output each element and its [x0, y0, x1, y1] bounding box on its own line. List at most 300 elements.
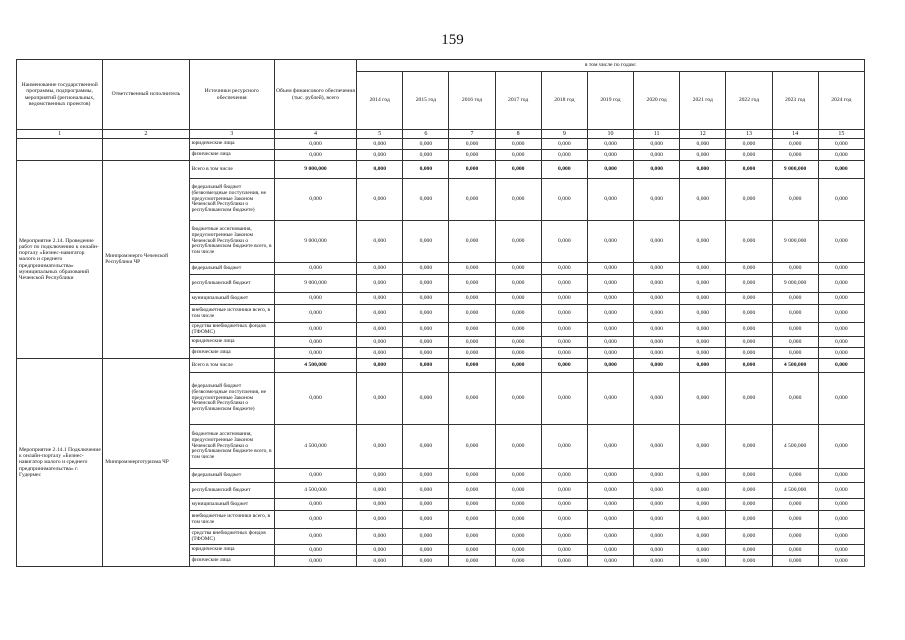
year-value: 0,000: [541, 499, 587, 511]
year-value: 0,000: [726, 511, 772, 529]
year-value: 0,000: [541, 425, 587, 469]
year-value: 0,000: [403, 275, 449, 293]
source-label: республиканский бюджет: [189, 275, 274, 293]
row-total-value: 9 000,000: [274, 161, 356, 179]
source-label: федеральный бюджет: [189, 263, 274, 275]
source-label: физические лица: [189, 150, 274, 161]
year-value: 0,000: [357, 150, 403, 161]
year-value: 0,000: [726, 293, 772, 305]
year-value: 0,000: [587, 305, 633, 323]
source-label: внебюджетные источники всего, в том числе: [189, 511, 274, 529]
year-value: 0,000: [587, 263, 633, 275]
year-value: 0,000: [357, 275, 403, 293]
year-value: 0,000: [541, 179, 587, 221]
year-value: 0,000: [403, 545, 449, 556]
year-value: 0,000: [680, 425, 726, 469]
year-value: 4 500,000: [772, 483, 818, 499]
year-value: 0,000: [541, 337, 587, 348]
header-name: Наименование государственной программы, подпрограммы, мероприятий (региональных, ведомственных проектов): [17, 60, 103, 130]
header-year: 2014 год: [357, 72, 403, 130]
year-value: 0,000: [818, 293, 864, 305]
year-value: 0,000: [587, 337, 633, 348]
year-value: 0,000: [541, 293, 587, 305]
year-value: 0,000: [634, 263, 680, 275]
year-value: 0,000: [634, 373, 680, 425]
year-value: 0,000: [772, 511, 818, 529]
header-year: 2016 год: [449, 72, 495, 130]
column-index: 13: [726, 130, 772, 139]
year-value: 0,000: [495, 161, 541, 179]
year-value: 0,000: [357, 545, 403, 556]
row-total-value: 0,000: [274, 529, 356, 545]
year-value: 0,000: [587, 511, 633, 529]
row-total-value: 0,000: [274, 293, 356, 305]
year-value: 0,000: [495, 293, 541, 305]
year-value: 0,000: [495, 221, 541, 263]
year-value: 0,000: [634, 275, 680, 293]
year-value: 0,000: [772, 323, 818, 337]
year-value: 0,000: [726, 179, 772, 221]
year-value: 0,000: [726, 348, 772, 359]
year-value: 0,000: [495, 275, 541, 293]
year-value: 0,000: [680, 337, 726, 348]
year-value: 0,000: [541, 373, 587, 425]
year-value: 9 000,000: [772, 275, 818, 293]
year-value: 0,000: [772, 373, 818, 425]
row-total-value: 0,000: [274, 139, 356, 150]
measure-executor: Минпромэнерготуризма ЧР: [103, 359, 189, 567]
year-value: 0,000: [818, 425, 864, 469]
year-value: 0,000: [680, 179, 726, 221]
year-value: 0,000: [495, 545, 541, 556]
year-value: 0,000: [634, 150, 680, 161]
year-value: 0,000: [587, 323, 633, 337]
year-value: 0,000: [634, 348, 680, 359]
year-value: 0,000: [818, 545, 864, 556]
year-value: 0,000: [587, 293, 633, 305]
year-value: 0,000: [818, 556, 864, 567]
year-value: 0,000: [726, 305, 772, 323]
column-index: 6: [403, 130, 449, 139]
row-total-value: 4 500,000: [274, 359, 356, 373]
year-value: 0,000: [541, 305, 587, 323]
year-value: 0,000: [541, 545, 587, 556]
year-value: 0,000: [772, 263, 818, 275]
year-value: 0,000: [818, 529, 864, 545]
row-total-value: 0,000: [274, 556, 356, 567]
year-value: 0,000: [634, 545, 680, 556]
year-value: 0,000: [449, 348, 495, 359]
year-value: 0,000: [495, 425, 541, 469]
year-value: 0,000: [495, 323, 541, 337]
header-year: 2018 год: [541, 72, 587, 130]
year-value: 0,000: [634, 179, 680, 221]
year-value: 0,000: [541, 275, 587, 293]
year-value: 0,000: [726, 556, 772, 567]
source-label: внебюджетные источники всего, в том числе: [189, 305, 274, 323]
year-value: 0,000: [495, 139, 541, 150]
year-value: 0,000: [634, 139, 680, 150]
year-value: 0,000: [495, 373, 541, 425]
year-value: 0,000: [449, 556, 495, 567]
year-value: 0,000: [726, 161, 772, 179]
row-total-value: 0,000: [274, 323, 356, 337]
year-value: 0,000: [449, 469, 495, 483]
year-value: 0,000: [403, 150, 449, 161]
row-total-value: 0,000: [274, 499, 356, 511]
year-value: 0,000: [726, 469, 772, 483]
year-value: 0,000: [403, 139, 449, 150]
year-value: 0,000: [587, 359, 633, 373]
source-label: юридические лица: [189, 337, 274, 348]
year-value: 0,000: [726, 323, 772, 337]
row-total-value: 0,000: [274, 305, 356, 323]
source-label: физические лица: [189, 348, 274, 359]
year-value: 0,000: [772, 499, 818, 511]
year-value: 0,000: [680, 161, 726, 179]
column-index: 10: [587, 130, 633, 139]
blank-executor-cell: [103, 139, 189, 161]
year-value: 0,000: [680, 483, 726, 499]
header-year: 2015 год: [403, 72, 449, 130]
header-year: 2019 год: [587, 72, 633, 130]
year-value: 0,000: [680, 511, 726, 529]
year-value: 0,000: [772, 545, 818, 556]
measure-executor: Минпромэнерго Чеченской Республики ЧР: [103, 161, 189, 359]
year-value: 0,000: [449, 545, 495, 556]
year-value: 0,000: [541, 556, 587, 567]
year-value: 0,000: [726, 545, 772, 556]
year-value: 0,000: [357, 556, 403, 567]
year-value: 0,000: [726, 337, 772, 348]
year-value: 0,000: [357, 305, 403, 323]
table-row: [17, 359, 865, 373]
year-value: 0,000: [403, 323, 449, 337]
year-value: 0,000: [772, 139, 818, 150]
year-value: 0,000: [403, 337, 449, 348]
year-value: 0,000: [449, 483, 495, 499]
year-value: 0,000: [357, 323, 403, 337]
year-value: 0,000: [403, 483, 449, 499]
year-value: 0,000: [587, 499, 633, 511]
year-value: 0,000: [403, 469, 449, 483]
year-value: 0,000: [587, 221, 633, 263]
year-value: 0,000: [495, 511, 541, 529]
year-value: 0,000: [818, 221, 864, 263]
year-value: 0,000: [726, 150, 772, 161]
year-value: 0,000: [772, 293, 818, 305]
row-total-value: 4 500,000: [274, 425, 356, 469]
year-value: 0,000: [357, 161, 403, 179]
year-value: 0,000: [403, 499, 449, 511]
year-value: 0,000: [495, 179, 541, 221]
year-value: 0,000: [357, 139, 403, 150]
table-row: [17, 161, 865, 179]
year-value: 0,000: [772, 529, 818, 545]
year-value: 0,000: [403, 221, 449, 263]
year-value: 0,000: [541, 483, 587, 499]
year-value: 0,000: [818, 263, 864, 275]
year-value: 0,000: [541, 359, 587, 373]
year-value: 0,000: [357, 263, 403, 275]
year-value: 0,000: [449, 275, 495, 293]
year-value: 0,000: [587, 348, 633, 359]
year-value: 0,000: [818, 275, 864, 293]
header-year: 2020 год: [634, 72, 680, 130]
year-value: 0,000: [726, 139, 772, 150]
year-value: 0,000: [357, 348, 403, 359]
year-value: 0,000: [587, 483, 633, 499]
column-index: 4: [274, 130, 356, 139]
year-value: 0,000: [587, 150, 633, 161]
year-value: 0,000: [495, 499, 541, 511]
year-value: 0,000: [495, 469, 541, 483]
header-source: Источники ресурсного обеспечения: [189, 60, 274, 130]
year-value: 0,000: [634, 511, 680, 529]
row-total-value: 9 000,000: [274, 221, 356, 263]
row-total-value: 0,000: [274, 348, 356, 359]
year-value: 0,000: [772, 179, 818, 221]
year-value: 0,000: [403, 359, 449, 373]
header-total: Объем финансового обеспечения (тыс. рублей), всего: [274, 60, 356, 130]
year-value: 0,000: [726, 425, 772, 469]
row-total-value: 0,000: [274, 263, 356, 275]
year-value: 0,000: [449, 359, 495, 373]
column-index: 14: [772, 130, 818, 139]
year-value: 0,000: [772, 469, 818, 483]
year-value: 0,000: [680, 263, 726, 275]
year-value: 0,000: [726, 275, 772, 293]
year-value: 0,000: [541, 469, 587, 483]
source-label: Всего в том числе: [189, 161, 274, 179]
year-value: 0,000: [680, 545, 726, 556]
year-value: 0,000: [449, 150, 495, 161]
year-value: 0,000: [818, 323, 864, 337]
year-value: 0,000: [726, 483, 772, 499]
source-label: федеральный бюджет (безвозмездные поступления, не предусмотренные Законом Чеченской Республики о республиканском бюджете): [189, 373, 274, 425]
year-value: 0,000: [680, 150, 726, 161]
header-year: 2017 год: [495, 72, 541, 130]
year-value: 0,000: [634, 293, 680, 305]
year-value: 0,000: [726, 359, 772, 373]
row-total-value: 0,000: [274, 337, 356, 348]
year-value: 0,000: [726, 221, 772, 263]
year-value: 0,000: [403, 529, 449, 545]
source-label: бюджетные ассигнования, предусмотренные Законом Чеченской Республики о республиканском бюджете всего, в том числе: [189, 425, 274, 469]
year-value: 0,000: [634, 469, 680, 483]
year-value: 0,000: [449, 293, 495, 305]
year-value: 0,000: [357, 511, 403, 529]
year-value: 0,000: [772, 348, 818, 359]
year-value: 0,000: [541, 221, 587, 263]
year-value: 4 500,000: [772, 359, 818, 373]
year-value: 0,000: [357, 529, 403, 545]
year-value: 0,000: [772, 556, 818, 567]
year-value: 0,000: [818, 305, 864, 323]
year-value: 0,000: [680, 359, 726, 373]
year-value: 0,000: [403, 348, 449, 359]
year-value: 0,000: [587, 545, 633, 556]
year-value: 0,000: [403, 161, 449, 179]
year-value: 0,000: [449, 263, 495, 275]
year-value: 0,000: [357, 221, 403, 263]
source-label: юридические лица: [189, 139, 274, 150]
year-value: 0,000: [772, 305, 818, 323]
year-value: 0,000: [818, 469, 864, 483]
year-value: 0,000: [587, 139, 633, 150]
header-year: 2021 год: [680, 72, 726, 130]
year-value: 0,000: [587, 469, 633, 483]
year-value: 0,000: [495, 305, 541, 323]
year-value: 0,000: [495, 348, 541, 359]
year-value: 0,000: [680, 499, 726, 511]
year-value: 0,000: [495, 263, 541, 275]
year-value: 0,000: [357, 373, 403, 425]
source-label: Всего в том числе: [189, 359, 274, 373]
year-value: 0,000: [680, 469, 726, 483]
year-value: 0,000: [541, 511, 587, 529]
year-value: 0,000: [403, 556, 449, 567]
column-index: 15: [818, 130, 864, 139]
year-value: 0,000: [403, 425, 449, 469]
year-value: 0,000: [634, 556, 680, 567]
year-value: 0,000: [726, 499, 772, 511]
year-value: 0,000: [680, 139, 726, 150]
year-value: 0,000: [587, 179, 633, 221]
year-value: 0,000: [449, 305, 495, 323]
year-value: 0,000: [818, 483, 864, 499]
source-label: средства внебюджетных фондов (ТФОМС): [189, 323, 274, 337]
column-index: 3: [189, 130, 274, 139]
year-value: 0,000: [726, 263, 772, 275]
column-index: 9: [541, 130, 587, 139]
year-value: 0,000: [495, 337, 541, 348]
year-value: 0,000: [818, 499, 864, 511]
year-value: 0,000: [680, 275, 726, 293]
year-value: 0,000: [726, 373, 772, 425]
source-label: муниципальный бюджет: [189, 293, 274, 305]
year-value: 0,000: [634, 425, 680, 469]
year-value: 0,000: [587, 425, 633, 469]
year-value: 0,000: [818, 150, 864, 161]
year-value: 0,000: [357, 425, 403, 469]
column-index: 5: [357, 130, 403, 139]
year-value: 0,000: [680, 348, 726, 359]
year-value: 0,000: [634, 161, 680, 179]
year-value: 0,000: [818, 348, 864, 359]
year-value: 0,000: [587, 275, 633, 293]
header-by-year: в том числе по годам:: [357, 60, 865, 72]
year-value: 0,000: [541, 529, 587, 545]
page-number: 159: [441, 32, 464, 48]
year-value: 0,000: [449, 179, 495, 221]
year-value: 0,000: [726, 529, 772, 545]
row-total-value: 0,000: [274, 179, 356, 221]
year-value: 0,000: [634, 221, 680, 263]
year-value: 0,000: [357, 483, 403, 499]
source-label: юридические лица: [189, 545, 274, 556]
year-value: 0,000: [449, 161, 495, 179]
year-value: 0,000: [541, 161, 587, 179]
year-value: 0,000: [772, 150, 818, 161]
column-index: 8: [495, 130, 541, 139]
blank-name-cell: [17, 139, 103, 161]
year-value: 0,000: [449, 499, 495, 511]
year-value: 0,000: [357, 179, 403, 221]
year-value: 0,000: [449, 323, 495, 337]
year-value: 0,000: [634, 305, 680, 323]
year-value: 0,000: [495, 150, 541, 161]
header-executor: Ответственный исполнитель: [103, 60, 189, 130]
measure-name: Мероприятие 2.14.1 Подключение к онлайн-порталу «Бизнес-навигатор малого и среднего предпринимательства» г. Гудермес: [17, 359, 103, 567]
year-value: 0,000: [357, 337, 403, 348]
year-value: 0,000: [634, 529, 680, 545]
year-value: 0,000: [449, 373, 495, 425]
year-value: 0,000: [449, 337, 495, 348]
year-value: 0,000: [634, 323, 680, 337]
year-value: 0,000: [403, 305, 449, 323]
year-value: 0,000: [587, 161, 633, 179]
row-total-value: 0,000: [274, 150, 356, 161]
year-value: 0,000: [634, 499, 680, 511]
table-row: [17, 139, 865, 150]
year-value: 0,000: [357, 469, 403, 483]
year-value: 0,000: [403, 293, 449, 305]
year-value: 9 000,000: [772, 221, 818, 263]
year-value: 0,000: [680, 221, 726, 263]
source-label: физические лица: [189, 556, 274, 567]
year-value: 0,000: [818, 359, 864, 373]
year-value: 0,000: [495, 483, 541, 499]
measure-name: Мероприятие 2.14. Проведение работ по подключению к онлайн-порталу «Бизнес-навигатор малого и среднего предпринимательства» муниципальных образований Чеченской Республики: [17, 161, 103, 359]
year-value: 0,000: [587, 373, 633, 425]
year-value: 0,000: [587, 556, 633, 567]
column-index: 2: [103, 130, 189, 139]
year-value: 0,000: [403, 263, 449, 275]
column-index: 11: [634, 130, 680, 139]
year-value: 0,000: [634, 483, 680, 499]
year-value: 0,000: [680, 305, 726, 323]
source-label: республиканский бюджет: [189, 483, 274, 499]
year-value: 0,000: [818, 337, 864, 348]
year-value: 0,000: [587, 529, 633, 545]
year-value: 0,000: [541, 323, 587, 337]
column-index: 1: [17, 130, 103, 139]
year-value: 0,000: [357, 499, 403, 511]
year-value: 0,000: [357, 293, 403, 305]
source-label: бюджетные ассигнования, предусмотренные Законом Чеченской Республики о республиканском бюджете всего, в том числе: [189, 221, 274, 263]
year-value: 0,000: [541, 139, 587, 150]
column-index: 12: [680, 130, 726, 139]
row-total-value: 9 000,000: [274, 275, 356, 293]
year-value: 0,000: [403, 179, 449, 221]
year-value: 0,000: [680, 556, 726, 567]
header-year: 2023 год: [772, 72, 818, 130]
year-value: 0,000: [449, 529, 495, 545]
year-value: 0,000: [541, 348, 587, 359]
year-value: 0,000: [818, 139, 864, 150]
source-label: федеральный бюджет: [189, 469, 274, 483]
source-label: средства внебюджетных фондов (ТФОМС): [189, 529, 274, 545]
year-value: 0,000: [680, 373, 726, 425]
year-value: 0,000: [680, 293, 726, 305]
row-total-value: 0,000: [274, 545, 356, 556]
header-year: 2022 год: [726, 72, 772, 130]
header-year: 2024 год: [818, 72, 864, 130]
year-value: 0,000: [449, 511, 495, 529]
year-value: 0,000: [403, 511, 449, 529]
row-total-value: 0,000: [274, 511, 356, 529]
